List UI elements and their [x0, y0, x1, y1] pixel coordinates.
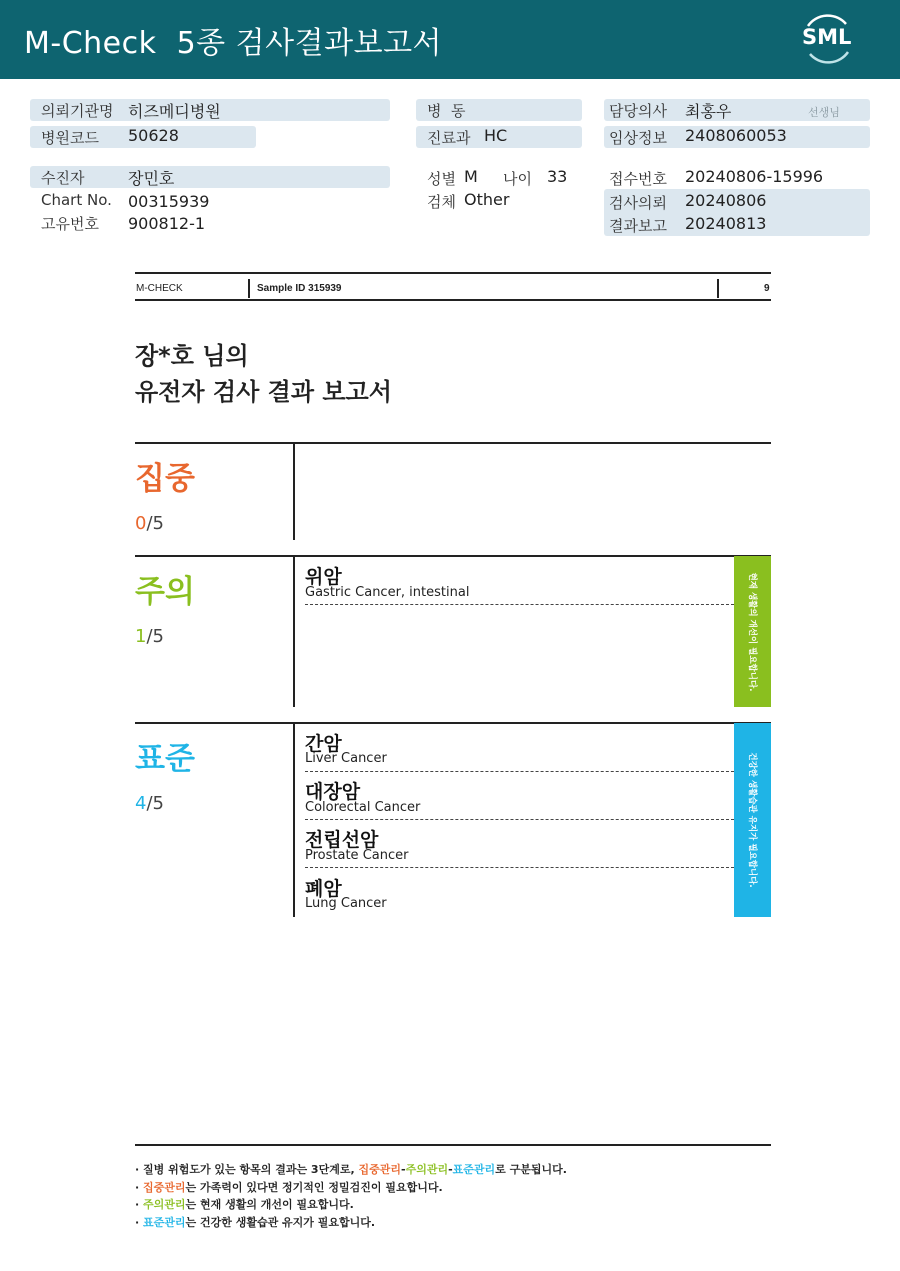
section-standard-count	[135, 793, 164, 814]
section-focus-rule	[135, 442, 771, 444]
note-4-standard: 표준관리	[143, 1215, 186, 1229]
section-caution-count	[135, 626, 164, 647]
caution-count-num: 1	[135, 626, 147, 647]
item-divider	[305, 604, 734, 605]
unique-value: 900812-1	[128, 214, 206, 233]
item-liver-ko: 간암	[305, 733, 342, 755]
item-prostate-en: Prostate Cancer	[305, 848, 409, 863]
sample-id: Sample ID 315939	[257, 283, 342, 294]
header-divider-right	[717, 279, 719, 298]
age-value: 33	[547, 167, 568, 186]
report-title-line2: 유전자 검사 결과 보고서	[135, 378, 392, 406]
hospital-code-label: 병원코드	[41, 129, 99, 147]
item-divider	[305, 867, 734, 868]
institution-label: 의뢰기관명	[41, 102, 114, 120]
sex-label: 성별	[427, 170, 456, 188]
section-caution-divider	[293, 556, 295, 707]
focus-count-num: 0	[135, 513, 147, 534]
patient-value: 장민호	[128, 169, 175, 188]
note-2-text: 는 가족력이 있다면 정기적인 정밀검진이 필요합니다.	[185, 1180, 443, 1194]
chart-value: 00315939	[128, 192, 210, 211]
doctor-suffix: 선생님	[808, 106, 840, 119]
item-liver-en: Liver Cancer	[305, 751, 387, 766]
item-gastric-en: Gastric Cancer, intestinal	[305, 585, 470, 600]
standard-side-text: 건강한 생활습관 유지가 필요합니다.	[746, 752, 757, 888]
report-title: M-Check 5종 검사결과보고서	[24, 26, 443, 61]
hospital-code-value: 50628	[128, 126, 179, 145]
header-divider	[248, 279, 250, 298]
item-gastric-ko: 위암	[305, 566, 342, 588]
receipt-label: 접수번호	[609, 170, 667, 188]
note-1: · 질병 위험도가 있는 항목의 결과는 3단계로, 집중관리-주의관리-표준관리로 구분됩니다.	[135, 1163, 567, 1176]
item-divider	[305, 819, 734, 820]
specimen-value: Other	[464, 190, 510, 209]
report-date-value: 20240813	[685, 214, 767, 233]
notes-rule	[135, 1144, 771, 1146]
note-3-text: 는 현재 생활의 개선이 필요합니다.	[185, 1198, 354, 1211]
section-caution-title: 주의	[135, 574, 195, 610]
report-title-line1: 장*호 님의	[135, 342, 249, 370]
chart-label: Chart No.	[41, 191, 112, 209]
section-focus-divider	[293, 443, 295, 540]
patient-label: 수진자	[41, 169, 85, 187]
note-1-text: 질병 위험도가 있는 항목의 결과는 3단계로,	[143, 1163, 359, 1176]
item-colorectal-ko: 대장암	[305, 781, 361, 803]
institution-value: 히즈메디병원	[128, 102, 221, 121]
doctor-value: 최홍우	[685, 102, 732, 121]
section-focus-count	[135, 513, 164, 534]
request-label: 검사의뢰	[609, 194, 667, 212]
request-value: 20240806	[685, 191, 767, 210]
item-prostate-ko: 전립선암	[305, 829, 379, 851]
caution-side-bar	[734, 556, 771, 707]
section-caution-rule	[135, 555, 771, 557]
report-top-rule	[135, 272, 771, 274]
caution-count-total: /5	[146, 626, 164, 647]
note-1-standard: 표준관리	[452, 1163, 496, 1176]
age-label: 나이	[503, 170, 532, 188]
standard-count-total: /5	[146, 793, 164, 814]
specimen-label: 검체	[427, 193, 456, 211]
note-4-text: 는 건강한 생활습관 유지가 필요합니다.	[185, 1215, 376, 1229]
note-3: · 주의관리는 현재 생활의 개선이 필요합니다.	[135, 1198, 354, 1211]
unique-label: 고유번호	[41, 215, 99, 233]
note-1-dash: -	[400, 1163, 406, 1176]
section-standard-divider	[293, 723, 295, 917]
sml-logo	[798, 12, 856, 66]
item-colorectal-en: Colorectal Cancer	[305, 800, 421, 815]
note-2-focus: 집중관리	[143, 1180, 186, 1194]
legend-notes	[135, 1161, 567, 1231]
report-header-rule	[135, 299, 771, 301]
note-4: · 표준관리는 건강한 생활습관 유지가 필요합니다.	[135, 1215, 376, 1229]
note-2: · 집중관리는 가족력이 있다면 정기적인 정밀검진이 필요합니다.	[135, 1180, 443, 1194]
note-1-dash: -	[448, 1163, 453, 1176]
sex-value: M	[464, 167, 478, 186]
section-standard-rule	[135, 722, 771, 724]
ward-label: 병 동	[427, 102, 466, 120]
receipt-value: 20240806-15996	[685, 167, 824, 186]
section-focus-title: 집중	[135, 461, 195, 497]
logo-text: SML	[802, 25, 852, 49]
report-brand: M-CHECK	[136, 283, 183, 294]
clinical-value: 2408060053	[685, 126, 787, 145]
standard-side-bar	[734, 723, 771, 917]
doctor-label: 담당의사	[609, 102, 667, 120]
standard-count-num: 4	[135, 793, 147, 814]
department-value: HC	[484, 126, 508, 145]
clinical-label: 임상정보	[609, 129, 667, 147]
item-divider	[305, 771, 734, 772]
note-1-focus: 집중관리	[358, 1163, 401, 1176]
section-standard-title: 표준	[135, 741, 195, 777]
department-label: 진료과	[427, 129, 471, 147]
page-number: 9	[764, 283, 770, 294]
note-1-end: 로 구분됩니다.	[495, 1163, 567, 1176]
note-1-caution: 주의관리	[405, 1163, 449, 1176]
report-header-banner	[0, 0, 900, 79]
note-3-caution: 주의관리	[143, 1198, 186, 1211]
report-date-label: 결과보고	[609, 217, 667, 235]
item-lung-ko: 폐암	[305, 878, 342, 900]
caution-side-text: 현재 생활의 개선이 필요합니다.	[746, 572, 757, 691]
focus-count-total: /5	[146, 513, 164, 534]
item-lung-en: Lung Cancer	[305, 896, 387, 911]
